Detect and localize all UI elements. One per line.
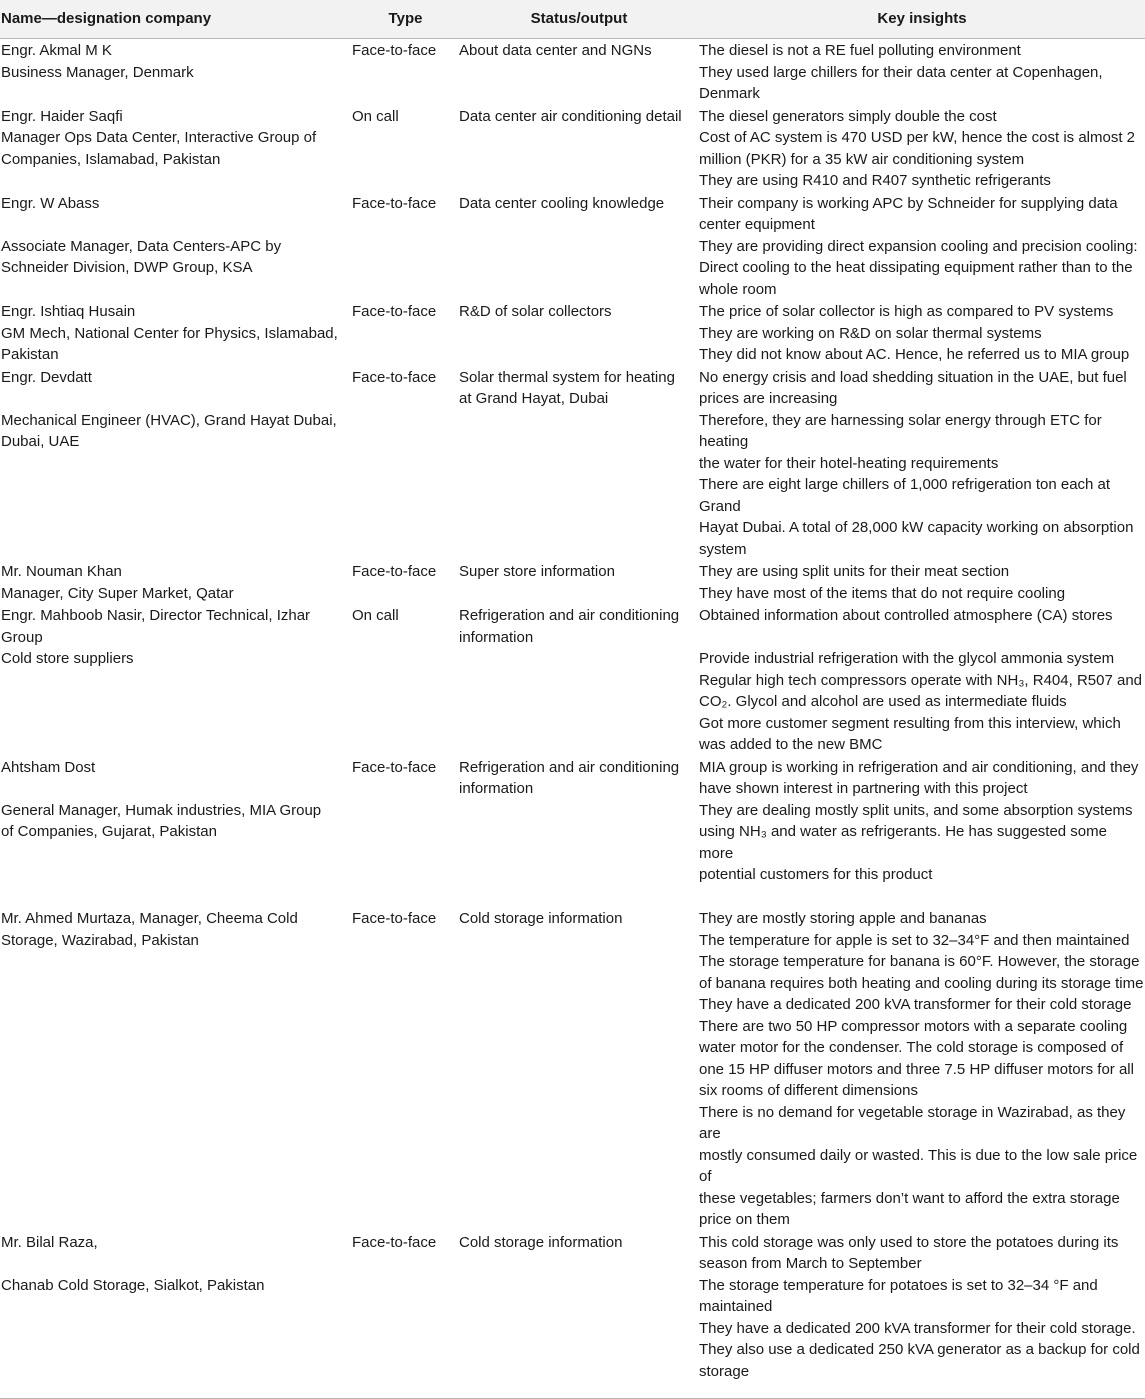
cell-status [459, 907, 699, 1231]
table-row [0, 907, 1145, 1231]
insight-line: The temperature for apple is set to 32–34°F and then maintained [699, 931, 1130, 949]
status-line: information [459, 628, 534, 646]
name-line: Cold store suppliers [1, 650, 134, 667]
type-text: Face-to-face [352, 1233, 437, 1251]
insight-line: price on them [699, 1211, 790, 1228]
insight-line: Denmark [699, 85, 760, 102]
cell-status [459, 560, 699, 604]
insight-line: They have most of the items that do not require cooling [699, 584, 1066, 602]
insight-line: This cold storage was only used to store the potatoes during its [699, 1233, 1119, 1251]
name-line: Associate Manager, Data Centers-APC by [1, 237, 282, 255]
name-line: Group [1, 628, 43, 646]
insight-line: Cost of AC system is 470 USD per kW, hence the cost is almost 2 [699, 129, 1136, 146]
cell-name [0, 560, 352, 604]
insight-line: They are using R410 and R407 synthetic refrigerants [699, 172, 1051, 189]
insight-line: They have a dedicated 200 kVA transformer for their cold storage. [699, 1319, 1136, 1337]
name-line: Engr. Devdatt [1, 368, 92, 386]
insight-line: these vegetables; farmers don’t want to afford the extra storage [699, 1189, 1120, 1207]
insight-line: Their company is working APC by Schneider for supplying data [699, 194, 1118, 212]
insight-line: They also use a dedicated 250 kVA generator as a backup for cold [699, 1341, 1140, 1358]
insight-line: center equipment [699, 216, 815, 233]
insight-line: six rooms of different dimensions [699, 1082, 918, 1099]
status-line: Data center cooling knowledge [459, 194, 665, 212]
cell-status [459, 300, 699, 366]
insight-line: There are two 50 HP compressor motors with a separate cooling [699, 1017, 1128, 1035]
cell-type [352, 300, 459, 366]
cell-name [0, 300, 352, 366]
cell-status [459, 192, 699, 301]
table-row [0, 604, 1145, 756]
insight-line: Provide industrial refrigeration with the glycol ammonia system [699, 650, 1115, 667]
status-line: Cold storage information [459, 910, 623, 927]
cell-insights [699, 756, 1145, 908]
insight-spacer [699, 627, 1145, 649]
name-line: General Manager, Humak industries, MIA Group [1, 801, 322, 819]
name-line: Engr. Akmal M K [1, 42, 112, 59]
insight-line: They did not know about AC. Hence, he referred us to MIA group [699, 346, 1130, 363]
name-line: Companies, Islamabad, Pakistan [1, 150, 221, 168]
cell-name [0, 756, 352, 908]
insight-line: water motor for the condenser. The cold storage is composed of [699, 1039, 1124, 1056]
insight-line: There are eight large chillers of 1,000 refrigeration ton each at Grand [699, 476, 1111, 515]
table-row [0, 39, 1145, 105]
cell-insights [699, 1231, 1145, 1399]
type-text: On call [352, 607, 399, 624]
name-line: Dubai, UAE [1, 433, 80, 450]
insight-line: MIA group is working in refrigeration and air conditioning, and they [699, 758, 1139, 776]
cell-name [0, 366, 352, 561]
name-spacer [1, 214, 352, 236]
type-text: Face-to-face [352, 42, 437, 59]
cell-name [0, 105, 352, 192]
type-text: Face-to-face [352, 563, 437, 580]
insight-line: was added to the new BMC [699, 736, 883, 753]
insight-line: of banana requires both heating and cooling during its storage time [699, 974, 1144, 992]
cell-name [0, 39, 352, 105]
insight-line: They are mostly storing apple and bananas [699, 910, 987, 927]
status-line: About data center and NGNs [459, 42, 652, 59]
insight-line: Obtained information about controlled atmosphere (CA) stores [699, 607, 1113, 624]
cell-type [352, 192, 459, 301]
insight-line: the water for their hotel-heating requirements [699, 454, 999, 472]
status-line: at Grand Hayat, Dubai [459, 390, 609, 407]
insight-line: Regular high tech compressors operate with NH₃, R404, R507 and [699, 671, 1143, 689]
name-spacer [1, 388, 352, 410]
name-line: Chanab Cold Storage, Sialkot, Pakistan [1, 1276, 265, 1294]
table-row [0, 1231, 1145, 1399]
table-header-row [0, 0, 1145, 39]
insight-line: Hayat Dubai. A total of 28,000 kW capacity working on absorption [699, 519, 1134, 536]
insight-line: CO₂. Glycol and alcohol are used as intermediate fluids [699, 693, 1067, 710]
table-row [0, 756, 1145, 908]
insight-line: mostly consumed daily or wasted. This is due to the low sale price of [699, 1146, 1138, 1185]
name-spacer [1, 778, 352, 800]
column-header-insights: Key insights [699, 0, 1145, 39]
insight-line: storage [699, 1362, 750, 1380]
cell-type [352, 366, 459, 561]
name-line: Mr. Ahmed Murtaza, Manager, Cheema Cold [1, 910, 298, 927]
insight-line: Got more customer segment resulting from this interview, which [699, 714, 1121, 732]
type-text: Face-to-face [352, 910, 437, 927]
cell-insights [699, 300, 1145, 366]
name-line: Engr. W Abass [1, 194, 100, 212]
insight-line: Therefore, they are harnessing solar energy through ETC for heating [699, 411, 1102, 450]
status-line: Super store information [459, 563, 615, 580]
status-line: Refrigeration and air conditioning [459, 607, 680, 624]
cell-name [0, 907, 352, 1231]
insight-line: The storage temperature for banana is 60°F. However, the storage [699, 953, 1140, 970]
type-text: Face-to-face [352, 194, 437, 212]
insight-line: one 15 HP diffuser motors and three 7.5 HP diffuser motors for all [699, 1060, 1134, 1078]
cell-name [0, 192, 352, 301]
name-line: Business Manager, Denmark [1, 63, 194, 81]
name-line: Mechanical Engineer (HVAC), Grand Hayat Dubai, [1, 411, 337, 429]
cell-insights [699, 192, 1145, 301]
cell-insights [699, 907, 1145, 1231]
type-text: Face-to-face [352, 303, 437, 320]
cell-insights [699, 366, 1145, 561]
type-text: On call [352, 107, 399, 125]
cell-status [459, 604, 699, 756]
cell-status [459, 1231, 699, 1399]
column-header-status: Status/output [459, 0, 699, 39]
cell-type [352, 105, 459, 192]
status-line: R&D of solar collectors [459, 303, 612, 320]
cell-type [352, 756, 459, 908]
name-line: Pakistan [1, 346, 59, 363]
name-line: Mr. Bilal Raza, [1, 1233, 98, 1251]
table-row [0, 366, 1145, 561]
cell-insights [699, 105, 1145, 192]
insight-line: prices are increasing [699, 390, 838, 407]
insight-line: The diesel generators simply double the cost [699, 107, 997, 125]
insight-line: The storage temperature for potatoes is set to 32–34 °F and [699, 1276, 1098, 1294]
insight-line: There is no demand for vegetable storage in Wazirabad, as they are [699, 1103, 1126, 1142]
cell-status [459, 756, 699, 908]
table-row [0, 300, 1145, 366]
column-header-type: Type [352, 0, 459, 39]
insight-line: using NH₃ and water as refrigerants. He has suggested some more [699, 823, 1107, 862]
cell-name [0, 604, 352, 756]
cell-status [459, 105, 699, 192]
insight-spacer [699, 886, 1145, 908]
cell-insights [699, 604, 1145, 756]
name-line: Ahtsham Dost [1, 758, 96, 776]
name-line: Manager, City Super Market, Qatar [1, 584, 234, 602]
cell-insights [699, 560, 1145, 604]
insight-line: They are providing direct expansion cooling and precision cooling: [699, 237, 1138, 255]
insight-line: They are using split units for their meat section [699, 563, 1010, 580]
insight-line: system [699, 540, 747, 558]
cell-type [352, 907, 459, 1231]
cell-status [459, 366, 699, 561]
column-header-name: Name—designation company [0, 0, 352, 39]
name-line: Mr. Nouman Khan [1, 563, 122, 580]
table-row [0, 192, 1145, 301]
cell-name [0, 1231, 352, 1399]
status-line: information [459, 780, 534, 797]
insight-line: million (PKR) for a 35 kW air conditioning system [699, 150, 1025, 168]
status-line: Refrigeration and air conditioning [459, 758, 680, 776]
name-line: of Companies, Gujarat, Pakistan [1, 823, 217, 840]
cell-type [352, 604, 459, 756]
name-spacer [1, 1253, 352, 1275]
name-line: Schneider Division, DWP Group, KSA [1, 259, 253, 276]
name-line: GM Mech, National Center for Physics, Islamabad, [1, 324, 338, 342]
status-line: Solar thermal system for heating [459, 368, 675, 386]
cell-insights [699, 39, 1145, 105]
insight-line: The price of solar collector is high as compared to PV systems [699, 303, 1114, 320]
insight-line: No energy crisis and load shedding situation in the UAE, but fuel [699, 368, 1127, 386]
insight-line: maintained [699, 1298, 773, 1315]
status-line: Data center air conditioning detail [459, 107, 682, 125]
insight-line: They are dealing mostly split units, and some absorption systems [699, 801, 1133, 819]
table-row [0, 560, 1145, 604]
name-line: Engr. Ishtiaq Husain [1, 303, 136, 320]
insight-line: The diesel is not a RE fuel polluting environment [699, 42, 1021, 59]
name-line: Engr. Mahboob Nasir, Director Technical, Izhar [1, 607, 311, 624]
insight-line: They are working on R&D on solar thermal systems [699, 324, 1042, 342]
cell-type [352, 1231, 459, 1399]
cell-type [352, 560, 459, 604]
insight-line: They used large chillers for their data center at Copenhagen, [699, 63, 1103, 81]
cell-status [459, 39, 699, 105]
table-body [0, 39, 1145, 1399]
cell-type [352, 39, 459, 105]
table-row [0, 105, 1145, 192]
name-line: Storage, Wazirabad, Pakistan [1, 931, 199, 949]
type-text: Face-to-face [352, 368, 437, 386]
name-line: Engr. Haider Saqfi [1, 107, 123, 125]
type-text: Face-to-face [352, 758, 437, 776]
insight-line: whole room [699, 280, 777, 298]
insight-line: potential customers for this product [699, 866, 933, 883]
insight-line: Direct cooling to the heat dissipating equipment rather than to the [699, 259, 1133, 276]
insight-line: They have a dedicated 200 kVA transformer for their cold storage [699, 996, 1132, 1013]
insight-line: have shown interest in partnering with this project [699, 780, 1028, 797]
status-line: Cold storage information [459, 1233, 623, 1251]
insight-line: season from March to September [699, 1255, 922, 1272]
name-line: Manager Ops Data Center, Interactive Group of [1, 129, 317, 146]
